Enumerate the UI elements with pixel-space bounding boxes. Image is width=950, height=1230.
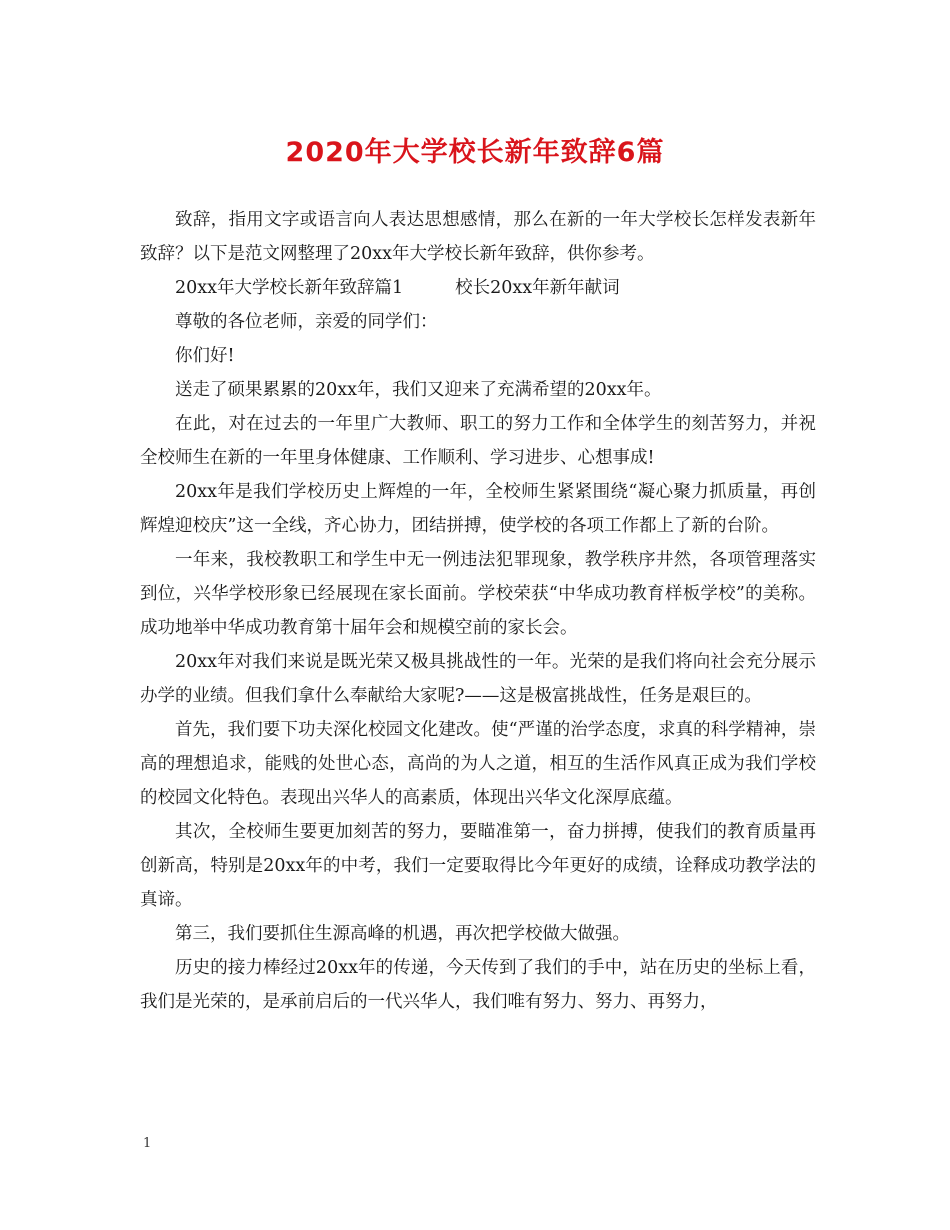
paragraph: 首先，我们要下功夫深化校园文化建改。使“严谨的治学态度，求真的科学精神，崇高的理想追求，能贱的处世心态，高尚的为人之道，相互的生活作风真正成为我们学校的校园文化特色。表现出兴华人的高素质，体现出兴华文化深厚底蕴。 [140, 720, 816, 808]
paragraph: 20xx年是我们学校历史上辉煌的一年，全校师生紧紧围绕“凝心聚力抓质量，再创辉煌迎校庆”这一全线，齐心协力，团结拼搏，使学校的各项工作都上了新的台阶。 [140, 482, 816, 536]
paragraph: 一年来，我校教职工和学生中无一例违法犯罪现象，教学秩序井然，各项管理落实到位，兴华学校形象已经展现在家长面前。学校荣获“中华成功教育样板学校”的美称。成功地举中华成功教育第十届年会和规模空前的家长会。 [140, 550, 816, 638]
paragraph: 送走了硕果累累的20xx年，我们又迎来了充满希望的20xx年。 [175, 380, 662, 400]
paragraph: 在此，对在过去的一年里广大教师、职工的努力工作和全体学生的刻苦努力，并祝全校师生在新的一年里身体健康、工作顺利、学习进步、心想事成! [140, 414, 816, 468]
paragraph: 20xx年对我们来说是既光荣又极具挑战性的一年。光荣的是我们将向社会充分展示办学的业绩。但我们拿什么奉献给大家呢?——这是极富挑战性，任务是艰巨的。 [140, 652, 816, 706]
paragraph: 第三，我们要抓住生源高峰的机遇，再次把学校做大做强。 [175, 924, 630, 944]
paragraph: 其次，全校师生要更加刻苦的努力，要瞄准第一，奋力拼搏，使我们的教育质量再创新高，特别是20xx年的中考，我们一定要取得比今年更好的成绩，诠释成功教学法的真谛。 [140, 822, 816, 910]
section-heading-part1: 20xx年大学校长新年致辞篇1 [175, 278, 404, 298]
paragraph-salutation: 尊敬的各位老师，亲爱的同学们： [175, 312, 438, 332]
paragraph-intro: 致辞，指用文字或语言向人表达思想感情，那么在新的一年大学校长怎样发表新年致辞？以下是范文网整理了20xx年大学校长新年致辞，供你参考。 [140, 210, 816, 264]
document-body [140, 203, 816, 1019]
page-number: 1 [143, 1136, 152, 1151]
section-heading [140, 271, 816, 305]
document-title: 2020年大学校长新年致辞6篇 [285, 137, 665, 168]
paragraph: 历史的接力棒经过20xx年的传递，今天传到了我们的手中，站在历史的坐标上看，我们是光荣的，是承前启后的一代兴华人，我们唯有努力、努力、再努力， [140, 958, 816, 1012]
section-heading-part2: 校长20xx年新年献词 [455, 278, 620, 298]
paragraph-greeting: 你们好! [175, 346, 235, 366]
